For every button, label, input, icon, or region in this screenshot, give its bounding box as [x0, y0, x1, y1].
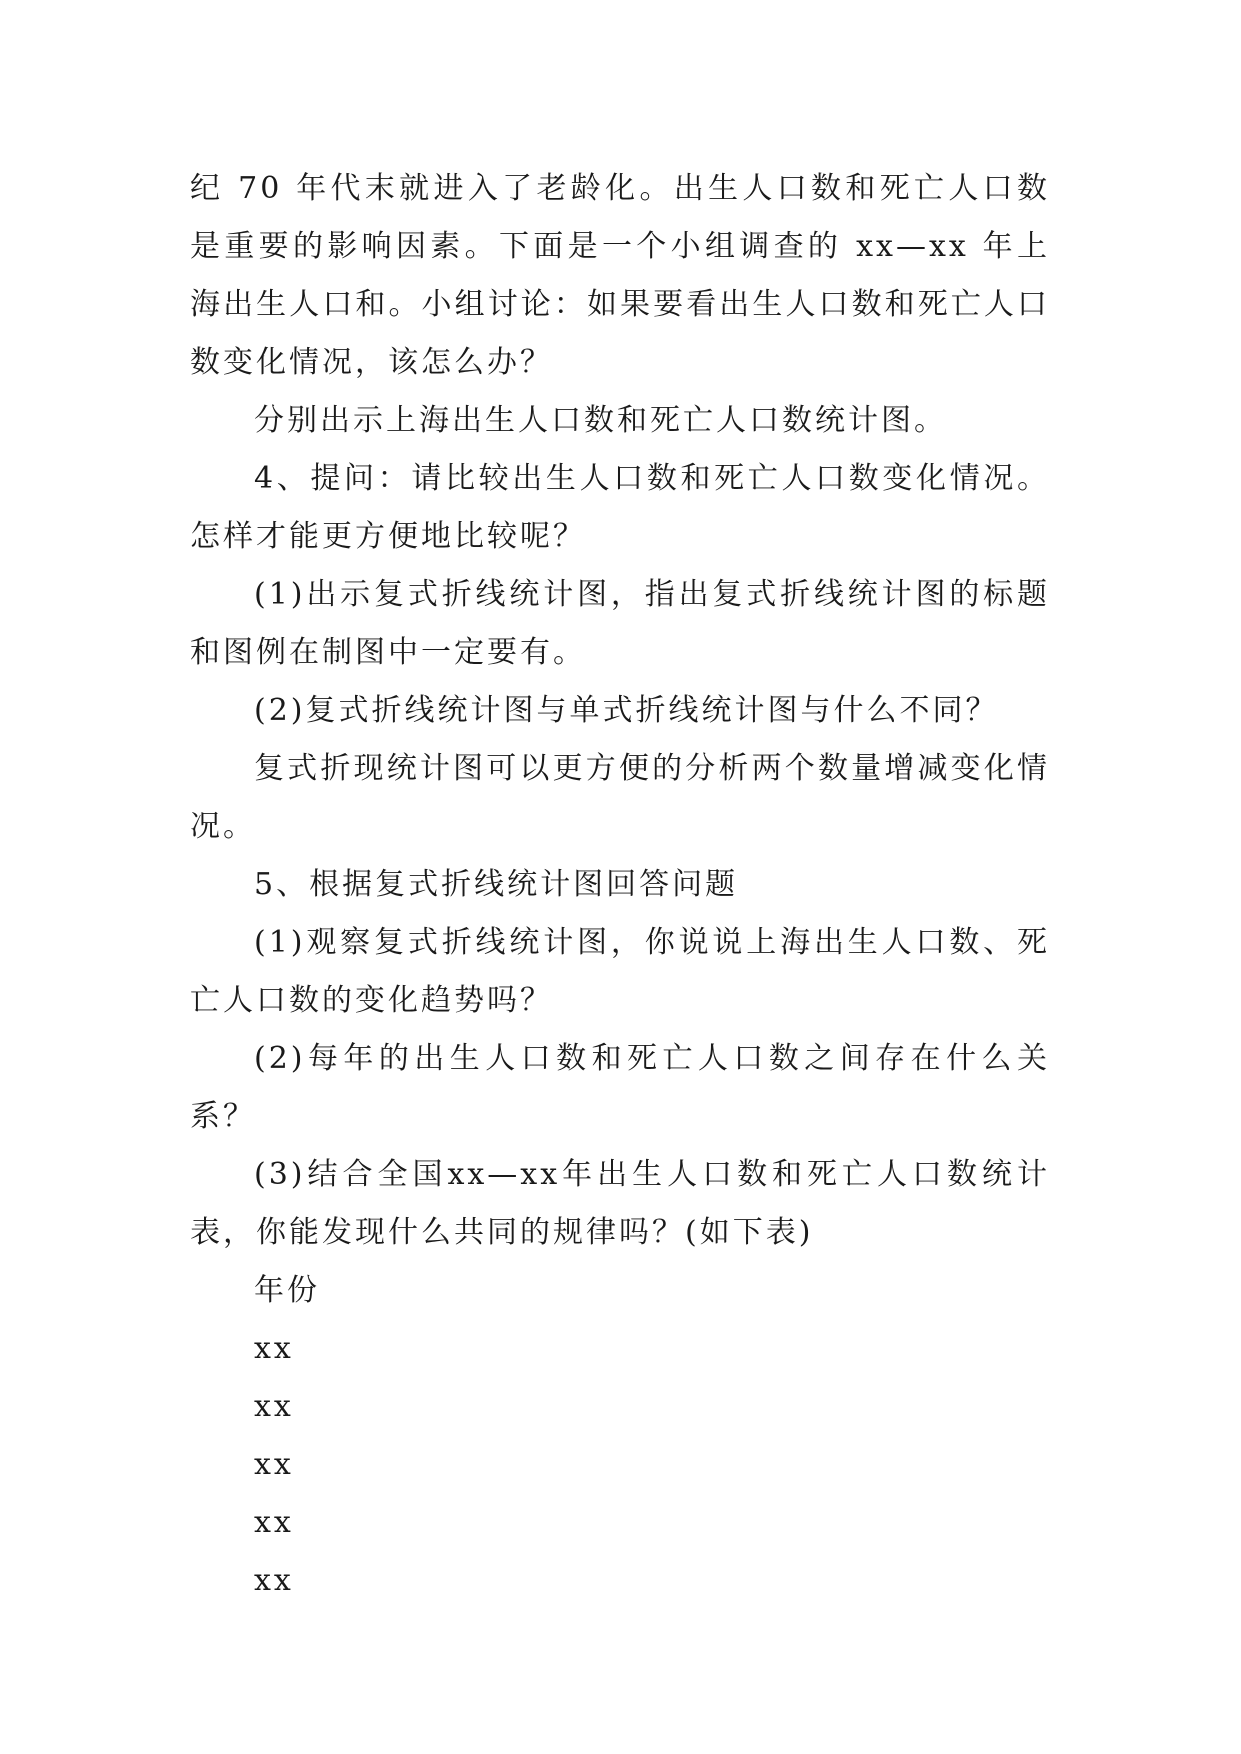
table-cell: xx — [254, 1331, 294, 1366]
paragraph: (2)复式折线统计图与单式折线统计图与什么不同？ — [254, 693, 999, 728]
paragraph: (3)结合全国xx—xx年出生人口数和死亡人口数统计表，你能发现什么共同的规律吗？(如下表) — [190, 1157, 1050, 1250]
paragraph: (2)每年的出生人口数和死亡人口数之间存在什么关系？ — [190, 1041, 1050, 1134]
table-header-year: 年份 — [254, 1273, 320, 1308]
paragraph: 分别出示上海出生人口数和死亡人口数统计图。 — [254, 403, 947, 438]
paragraph: (1)出示复式折线统计图，指出复式折线统计图的标题和图例在制图中一定要有。 — [190, 577, 1050, 670]
table-cell: xx — [254, 1389, 294, 1424]
table-cell: xx — [254, 1563, 294, 1598]
paragraph: 4、提问：请比较出生人口数和死亡人口数变化情况。怎样才能更方便地比较呢？ — [190, 461, 1050, 554]
table-cell: xx — [254, 1447, 294, 1482]
document-body — [190, 160, 1050, 1610]
paragraph: 5、根据复式折线统计图回答问题 — [254, 867, 739, 902]
paragraph: 复式折现统计图可以更方便的分析两个数量增减变化情况。 — [190, 751, 1050, 844]
paragraph: 纪 70 年代末就进入了老龄化。出生人口数和死亡人口数是重要的影响因素。下面是一个小组调查的 xx—xx 年上海出生人口和。小组讨论：如果要看出生人口数和死亡人口数变化情况，该怎么办？ — [190, 171, 1050, 380]
table-cell: xx — [254, 1505, 294, 1540]
paragraph: (1)观察复式折线统计图，你说说上海出生人口数、死亡人口数的变化趋势吗？ — [190, 925, 1050, 1018]
